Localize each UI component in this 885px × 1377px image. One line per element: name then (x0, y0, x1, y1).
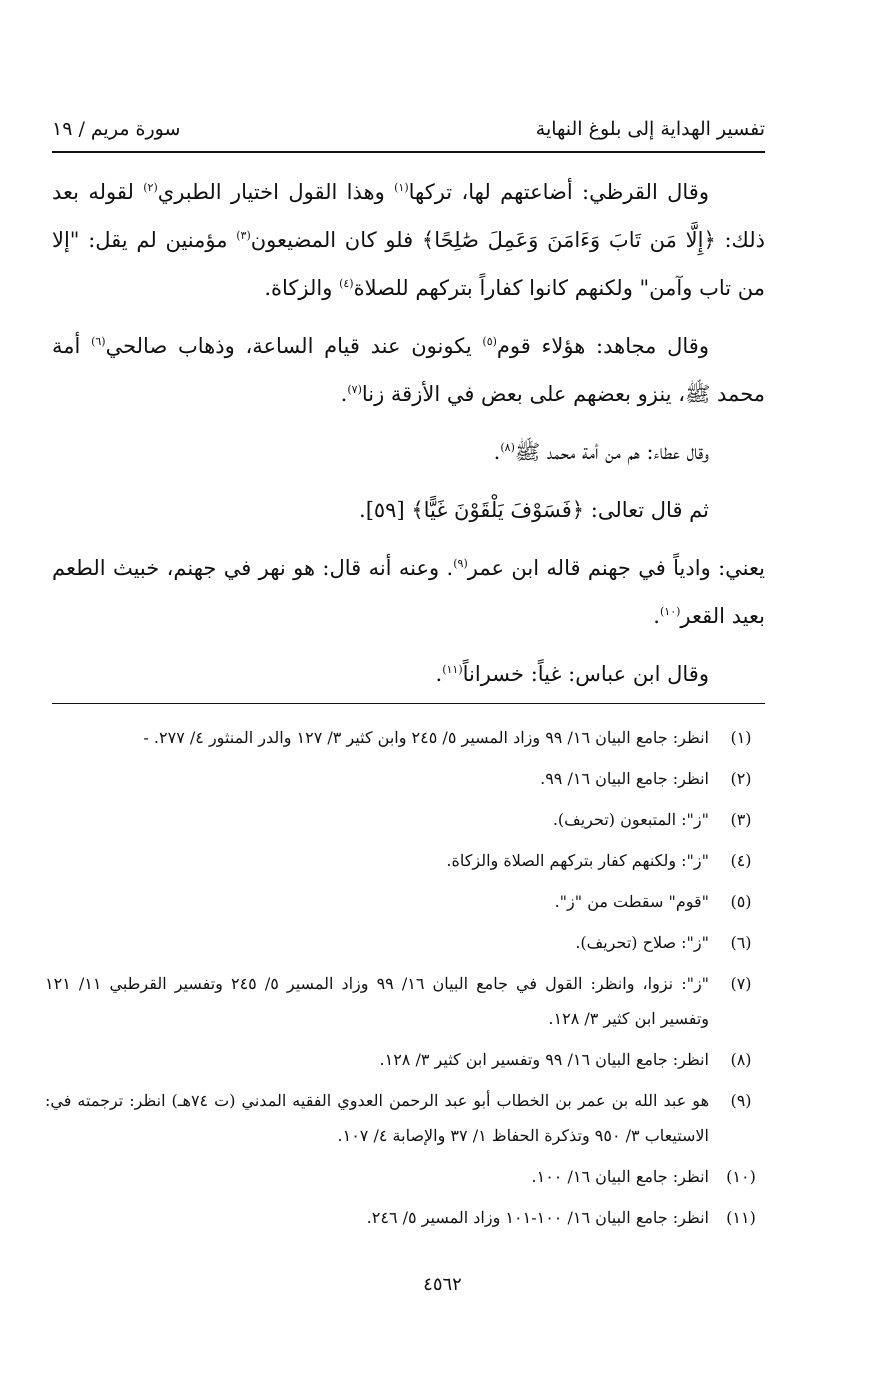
footnote-marker: (٣) (236, 229, 251, 242)
footnote (45, 1083, 767, 1153)
footnote-text: انظر: جامع البيان ١٦/ ٩٩. (540, 769, 709, 788)
footnote-number: (١٠) (726, 1167, 756, 1186)
footnote-number: (٧) (730, 974, 752, 993)
surah-title: سورة مريم / ١٩ (52, 118, 181, 140)
footnote (45, 761, 767, 796)
text-run: وقال القرظي: أضاعتهم لها، تركها (408, 180, 709, 204)
footnote-text: انظر: جامع البيان ١٦/ ٩٩ وتفسير ابن كثير ٣/ ١٢٨. (379, 1050, 709, 1069)
header-rule (52, 151, 765, 153)
footnote (45, 884, 767, 919)
text-run: لقوله بعد ذلك: ﴿إِلَّا مَن تَابَ وَءَامَنَ وَعَمِلَ صَٰلِحًا﴾ فلو كان المضيعون (52, 180, 765, 252)
text-run: يكونون عند قيام الساعة، وذهاب صالحي (105, 334, 483, 358)
footnote-marker: (٧) (347, 383, 362, 396)
footnote-marker: (٩) (453, 557, 468, 570)
paragraph (52, 322, 765, 418)
book-title: تفسير الهداية إلى بلوغ النهاية (535, 118, 765, 140)
footnote-text: انظر: جامع البيان ١٦/ ١٠٠. (531, 1167, 709, 1186)
paragraph (52, 544, 765, 640)
footnote (45, 966, 767, 1036)
text-run: . (493, 440, 501, 464)
text-run: . وعنه أنه قال: هو نهر في جهنم، خبيث الطعم بعيد القعر (52, 556, 765, 628)
footnote-number: (٢) (730, 769, 752, 788)
footnote-number: (٩) (730, 1091, 752, 1110)
footnote (45, 843, 767, 878)
text-run: أمة محمد ﷺ، ينزو بعضهم على بعض في الأزقة زنا (52, 334, 765, 406)
footnote-marker: (٦) (91, 335, 106, 348)
text-run: وقال ابن عباس: غياً: خسراناً (462, 662, 709, 686)
text-run: والزكاة. (264, 276, 340, 300)
footnote (45, 1159, 767, 1194)
footnote-number: (٣) (730, 810, 752, 829)
footnote-text: "ز": صلاح (تحريف). (575, 933, 709, 952)
footnote-text: "ز": نزوا، وانظر: القول في جامع البيان ١٦/ ٩٩ وزاد المسير ٥/ ٢٤٥ وتفسير القرطبي ١١/ ١٢١ وتفسير ابن كثير ٣/ ١٢٨. (45, 974, 710, 1028)
text-run: ثم قال تعالى: ﴿فَسَوْفَ يَلْقَوْنَ غَيًّا﴾ [٥٩]. (359, 498, 709, 522)
footnote-marker: (٤) (339, 277, 354, 290)
paragraph (52, 428, 765, 476)
footnote-number: (٨) (730, 1050, 752, 1069)
footnote (45, 1042, 767, 1077)
text-run: وقال عطاء: هم من أمة محمد ﷺ (514, 440, 709, 464)
footnotes (45, 720, 767, 1241)
footnote-marker: (٨) (500, 441, 515, 454)
text-run: وهذا القول اختيار الطبري (157, 180, 395, 204)
paragraph (52, 486, 765, 534)
footnote-marker: (١١) (442, 663, 463, 676)
footnote-number: (١١) (726, 1208, 756, 1227)
footnote-text: انظر: جامع البيان ١٦/ ٩٩ وزاد المسير ٥/ ٢٤٥ وابن كثير ٣/ ١٢٧ والدر المنثور ٤/ ٢٧٧. - (143, 728, 709, 747)
footnote-marker: (١) (394, 181, 409, 194)
text-run: وقال مجاهد: هؤلاء قوم (496, 334, 709, 358)
footnote-text: "ز": ولكنهم كفار بتركهم الصلاة والزكاة. (446, 851, 709, 870)
main-text (52, 168, 765, 708)
footnote (45, 1200, 767, 1235)
footnote-marker: (١٠) (659, 605, 681, 618)
text-run: . (653, 604, 660, 628)
footnote-separator (52, 703, 765, 704)
running-header (52, 112, 765, 150)
footnote (45, 720, 767, 755)
text-run: يعني: وادياً في جهنم قاله ابن عمر (467, 556, 765, 580)
footnote-text: "قوم" سقطت من "ز". (554, 892, 709, 911)
footnote-number: (٦) (730, 933, 752, 952)
text-run: . (340, 382, 348, 406)
text-run: مؤمنين لم يقل: "إلا من تاب وآمن" ولكنهم كانوا كفاراً بتركهم للصلاة (52, 228, 765, 300)
paragraph (52, 650, 765, 698)
footnote (45, 802, 767, 837)
footnote-text: "ز": المتبعون (تحريف). (552, 810, 709, 829)
footnote-number: (١) (730, 728, 752, 747)
footnote-number: (٥) (730, 892, 752, 911)
footnote-text: انظر: جامع البيان ١٦/ ١٠٠-١٠١ وزاد المسير ٥/ ٢٤٦. (366, 1208, 709, 1227)
text-run: . (435, 662, 443, 686)
footnote-marker: (٥) (482, 335, 497, 348)
footnote-number: (٤) (730, 851, 752, 870)
page-number: ٤٥٦٢ (423, 1274, 462, 1295)
footnote-text: هو عبد الله بن عمر بن الخطاب أبو عبد الرحمن العدوي الفقيه المدني (ت ٧٤هـ) انظر: ترجمته في: الاستيعاب ٣/ ٩٥٠ وتذكرة الحفاظ ١/ ٣٧ والإصابة ٤/ ١٠٧. (45, 1091, 710, 1145)
footnote (45, 925, 767, 960)
paragraph (52, 168, 765, 312)
footnote-marker: (٢) (143, 181, 158, 194)
